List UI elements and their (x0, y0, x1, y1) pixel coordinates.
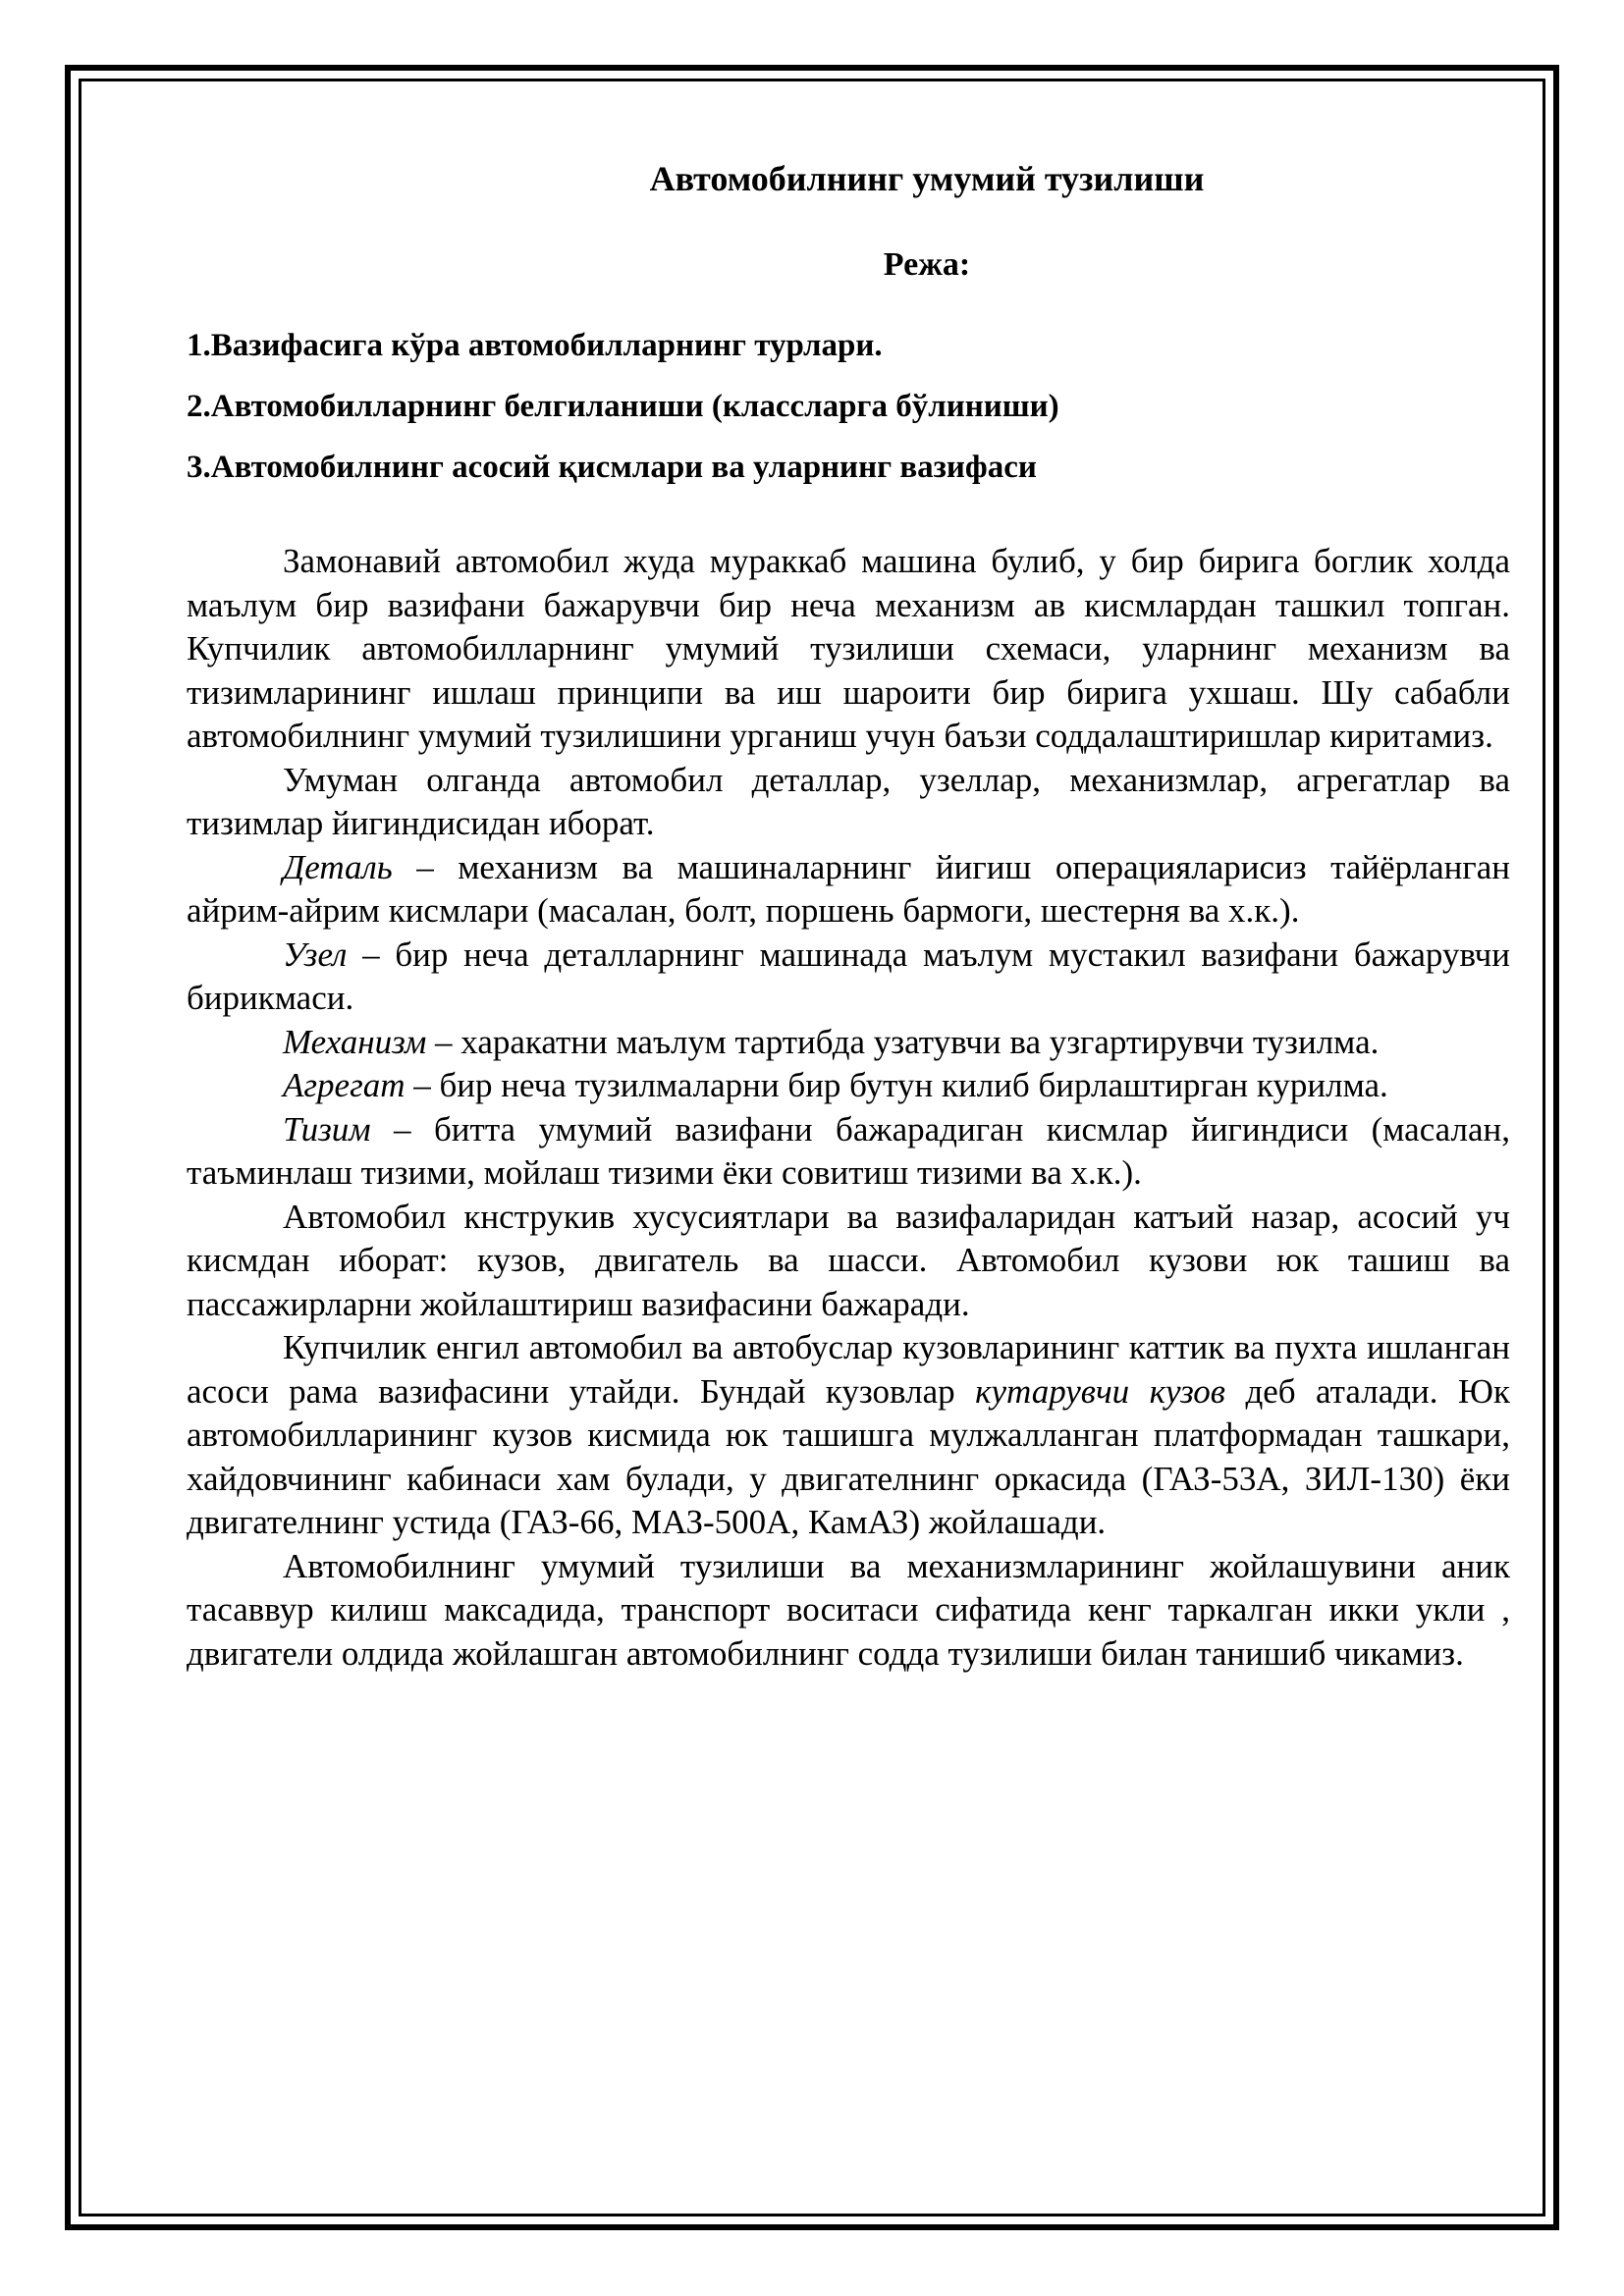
body-text (187, 540, 1510, 1676)
definition-mechanism: – харакатни маълум тартибда узатувчи ва узгартирувчи тузилма. (426, 1022, 1380, 1061)
paragraph-aggregate (187, 1064, 1510, 1108)
paragraph-composition: Умуман олганда автомобил деталлар, узеллар, механизмлар, агрегатлар ва тизимлар йигиндисидан иборат. (187, 760, 1510, 842)
definition-aggregate: – бир неча тузилмаларни бир бутун килиб бирлаштирган курилма. (405, 1066, 1388, 1104)
definition-unit: – бир неча деталларнинг машинада маълум мустакил вазифани бажарувчи бирикмаси. (187, 934, 1510, 1017)
paragraph-intro: Замонавий автомобил жуда мураккаб машина булиб, у бир бирига боглик холда маълум бир вазифани бажарувчи бир неча механизм ав кисмлардан ташкил топган. Купчилик автомобилларнинг умумий тузилиши схемаси, уларнинг механизм ва тизимларининг ишлаш принципи ва иш шароити бир бирига ухшаш. Шу сабабли автомобилнинг умумий тузилишини урганиш учун баъзи соддалаштиришлар киритамиз. (187, 542, 1510, 755)
term-detail: Деталь (283, 847, 393, 886)
definition-system: – битта умумий вазифани бажарадиган кисмлар йигиндиси (масалан, таъминлаш тизими, мойлаш тизими ёки совитиш тизими ва х.к.). (187, 1109, 1510, 1192)
definition-detail: – механизм ва машиналарнинг йигиш операцияларисиз тайёрланган айрим-айрим кисмлари (масалан, болт, поршень бармоги, шестерня ва х.к.). (187, 847, 1510, 930)
plan-item-1: 1.Вазифасига кўра автомобилларнинг турлари. (187, 328, 883, 363)
paragraph-main-parts: Автомобил кнструкив хусусиятлари ва вазифаларидан катъий назар, асосий уч кисмдан иборат: кузов, двигатель ва шасси. Автомобил кузови юк ташиш ва пассажирларни жойлаштириш вазифасини бажаради. (187, 1197, 1510, 1323)
term-unit: Узел (283, 934, 348, 974)
paragraph-body-types (187, 1326, 1510, 1545)
plan-item-2: 2.Автомобилларнинг белгиланиши (классларга бўлиниши) (187, 389, 1059, 424)
paragraph-body-types-start: Купчилик енгил автомобил ва автобуслар кузовларининг каттик ва пухта ишланган асоси рама вазифасини утайди. Бундай кузовлар (187, 1328, 1510, 1411)
plan-heading: Режа: (883, 246, 971, 283)
term-mechanism: Механизм (283, 1022, 427, 1061)
paragraph-system (187, 1108, 1510, 1196)
term-load-bearing-body: кутарувчи кузов (975, 1371, 1225, 1411)
term-aggregate: Агрегат (283, 1066, 406, 1104)
document-title: Автомобилнинг умумий тузилиши (649, 159, 1205, 198)
paragraph-unit (187, 934, 1510, 1021)
paragraph-detail (187, 846, 1510, 934)
paragraph-mechanism (187, 1021, 1510, 1065)
paragraph-body-types-end: деб аталади. Юк автомобилларининг кузов кисмида юк ташишга мулжалланган платформадан ташкари, хайдовчининг кабинаси хам булади, у двигателнинг оркасида (ГАЗ-53А, ЗИЛ-130) ёки двигателнинг устида (ГАЗ-66, МАЗ-500А, КамАЗ) жойлашади. (187, 1371, 1510, 1541)
term-system: Тизим (283, 1109, 371, 1148)
plan-list (187, 326, 1510, 508)
paragraph-conclusion: Автомобилнинг умумий тузилиши ва механизмларининг жойлашувини аник тасаввур килиш максадида, транспорт воситаси сифатида кенг таркалган икки укли , двигатели олдида жойлашган автомобилнинг содда тузилиши билан танишиб чикамиз. (187, 1546, 1510, 1673)
plan-item-3: 3.Автомобилнинг асосий қисмлари ва уларнинг вазифаси (187, 450, 1037, 485)
